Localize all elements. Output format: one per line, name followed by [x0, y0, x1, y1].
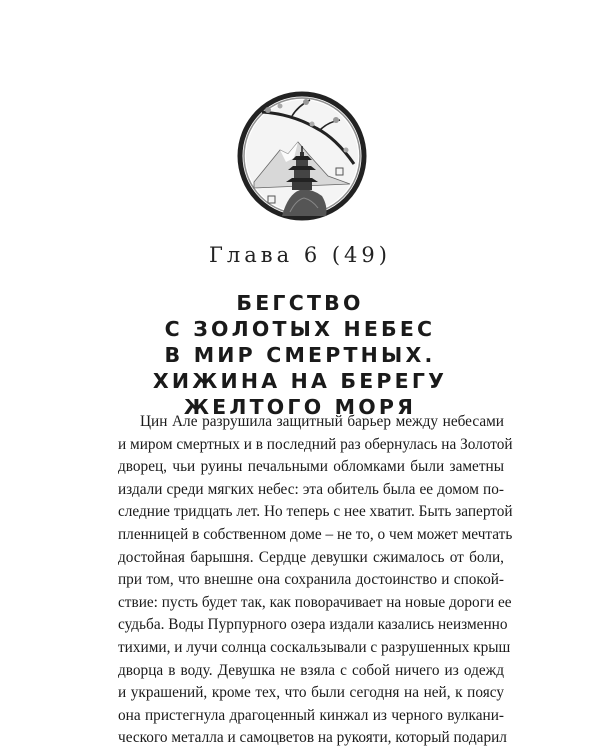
body-line: дворец, чьи руины печальными обломками были заметны — [118, 458, 504, 476]
body-line: дворца в воду. Девушка не взяла с собой ничего из одежд — [118, 661, 504, 679]
body-line: при том, что внешне она сохранила достоинство и спокой- — [118, 571, 504, 589]
pagoda-mountain-emblem-icon — [232, 84, 372, 224]
chapter-title-line: БЕГСТВО — [236, 291, 364, 315]
body-line: Цин Але разрушила защитный барьер между небесами — [140, 413, 504, 430]
chapter-title-line: ХИЖИНА НА БЕРЕГУ — [152, 369, 448, 393]
body-line: ческого металла и самоцветов на рукояти, который подарил — [118, 729, 507, 747]
body-line: издали среди мягких небес: эта обитель была ее домом по- — [118, 480, 504, 498]
body-text — [118, 411, 513, 750]
body-line: достойная барышня. Сердце девушки сжималось от боли, — [118, 548, 504, 566]
chapter-title-line: ЖЕЛТОГО МОРЯ — [183, 395, 417, 419]
body-line: и миром смертных и в последний раз обернулась на Золотой — [118, 435, 513, 453]
body-line: пленницей в собственном доме – не то, о чем может мечтать — [118, 525, 513, 543]
body-line: тихими, и лучи солнца соскальзывали с разрушенных крыш — [118, 638, 511, 656]
chapter-title-line: В МИР СМЕРТНЫХ. — [164, 343, 436, 367]
body-line: ствие: пусть будет так, как поворачивает на новые дороги ее — [118, 593, 512, 611]
body-line: следние тридцать лет. Но теперь с нее хватит. Быть запертой — [118, 503, 513, 521]
chapter-number: Глава 6 (49) — [209, 243, 391, 267]
body-line: и украшений, кроме тех, что были сегодня на ней, к поясу — [118, 684, 504, 702]
chapter-title-line: С ЗОЛОТЫХ НЕБЕС — [164, 317, 436, 341]
chapter-title — [60, 290, 540, 420]
body-line: судьба. Воды Пурпурного озера издали казались неизменно — [118, 616, 508, 634]
body-line: она пристегнула драгоценный кинжал из черного вулкани- — [118, 706, 504, 724]
